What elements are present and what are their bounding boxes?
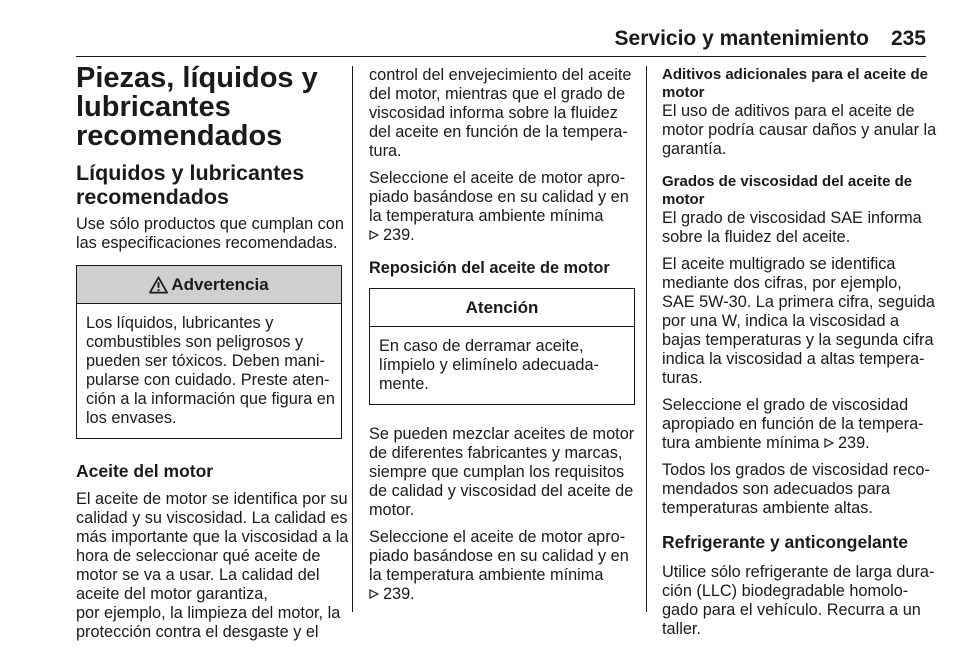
page-title: Piezas, líquidos y lubricantes recomendados [76, 62, 318, 152]
section-title: Servicio y mantenimiento [614, 27, 869, 50]
warning-box-header [77, 266, 341, 304]
column-1 [76, 62, 349, 650]
warning-title: Advertencia [171, 275, 269, 294]
all-grades-paragraph: Todos los grados de viscosidad reco- mendados son adecuados para temperaturas ambiente altas. [662, 461, 930, 517]
intro-paragraph: Use sólo productos que cumplan con las especificaciones recomendadas. [76, 215, 344, 252]
caution-title: Atención [465, 298, 539, 317]
select-viscosity-paragraph: Seleccione el grado de viscosidad apropiado en función de la tempera- tura ambiente mínima 239. [662, 396, 924, 452]
caution-box [369, 288, 635, 405]
column-divider-2 [646, 66, 647, 612]
page-reference[interactable]: 239. [824, 434, 870, 452]
page-reference[interactable]: 239. [369, 585, 635, 604]
coolant-heading: Refrigerante y anticongelante [662, 532, 909, 552]
page-reference[interactable]: 239. [369, 226, 635, 245]
engine-oil-heading: Aceite del motor [76, 461, 214, 481]
warning-box [76, 265, 342, 439]
additives-paragraph: El uso de aditivos para el aceite de motor podría causar daños y anular la garantía. [662, 102, 937, 158]
select-oil-paragraph-1: Seleccione el aceite de motor apro- piado basándose en su calidad y en la temperatura ambiente mínima 239. [369, 169, 635, 245]
page-reference-icon [824, 438, 834, 448]
multigrade-paragraph: El aceite multigrado se identifica mediante dos cifras, por ejemplo, SAE 5W-30. La primera cifra, seguida por una W, indica la viscosidad a bajas temperaturas y la segunda cifra indica la viscosidad a altas tempera- turas. [662, 255, 935, 387]
header-rule [76, 56, 926, 57]
continuation-paragraph: control del envejecimiento del aceite del motor, mientras que el grado de viscosidad informa sobre la fluidez del aceite en función de la tempera- tura. [369, 66, 632, 160]
page-reference-icon [369, 230, 379, 240]
running-header [570, 26, 926, 52]
coolant-paragraph: Utilice sólo refrigerante de larga dura- ción (LLC) biodegradable homolo- gado para el vehículo. Recurra a un taller. [662, 563, 935, 638]
select-oil-paragraph-2: Seleccione el aceite de motor apro- piado basándose en su calidad y en la temperatura ambiente mínima 239. [369, 528, 635, 604]
caution-box-header [370, 289, 634, 327]
page-number: 235 [890, 27, 926, 50]
viscosity-heading: Grados de viscosidad del aceite de motor [662, 173, 913, 208]
mix-oils-paragraph: Se pueden mezclar aceites de motor de diferentes fabricantes y marcas, siempre que cumplan los requisitos de calidad y viscosidad del aceite de motor. [369, 425, 635, 519]
column-2 [369, 66, 635, 612]
page-reference-icon [369, 589, 379, 599]
engine-oil-paragraph: El aceite de motor se identifica por su calidad y su viscosidad. La calidad es más importante que la viscosidad a la hora de seleccionar qué aceite de motor se va a usar. La calidad del aceite del motor garantiza, por ejemplo, la limpieza del motor, la protección contra el desgaste y el [76, 490, 349, 641]
sae-paragraph: El grado de viscosidad SAE informa sobre la fluidez del aceite. [662, 209, 922, 246]
refill-heading: Reposición del aceite de motor [369, 259, 610, 277]
section-heading-liquids: Líquidos y lubricantes recomendados [76, 161, 305, 209]
caution-text: En caso de derramar aceite, límpielo y elimínelo adecuada- mente. [379, 337, 599, 393]
additives-heading: Aditivos adicionales para el aceite de motor [662, 66, 928, 101]
warning-icon [149, 276, 168, 294]
column-3 [662, 66, 937, 647]
warning-text: Los líquidos, lubricantes y combustibles son peligrosos y pueden ser tóxicos. Deben mani- pularse con cuidado. Preste aten- ción a la información que figura en los envases. [86, 314, 335, 427]
column-divider-1 [352, 66, 353, 612]
